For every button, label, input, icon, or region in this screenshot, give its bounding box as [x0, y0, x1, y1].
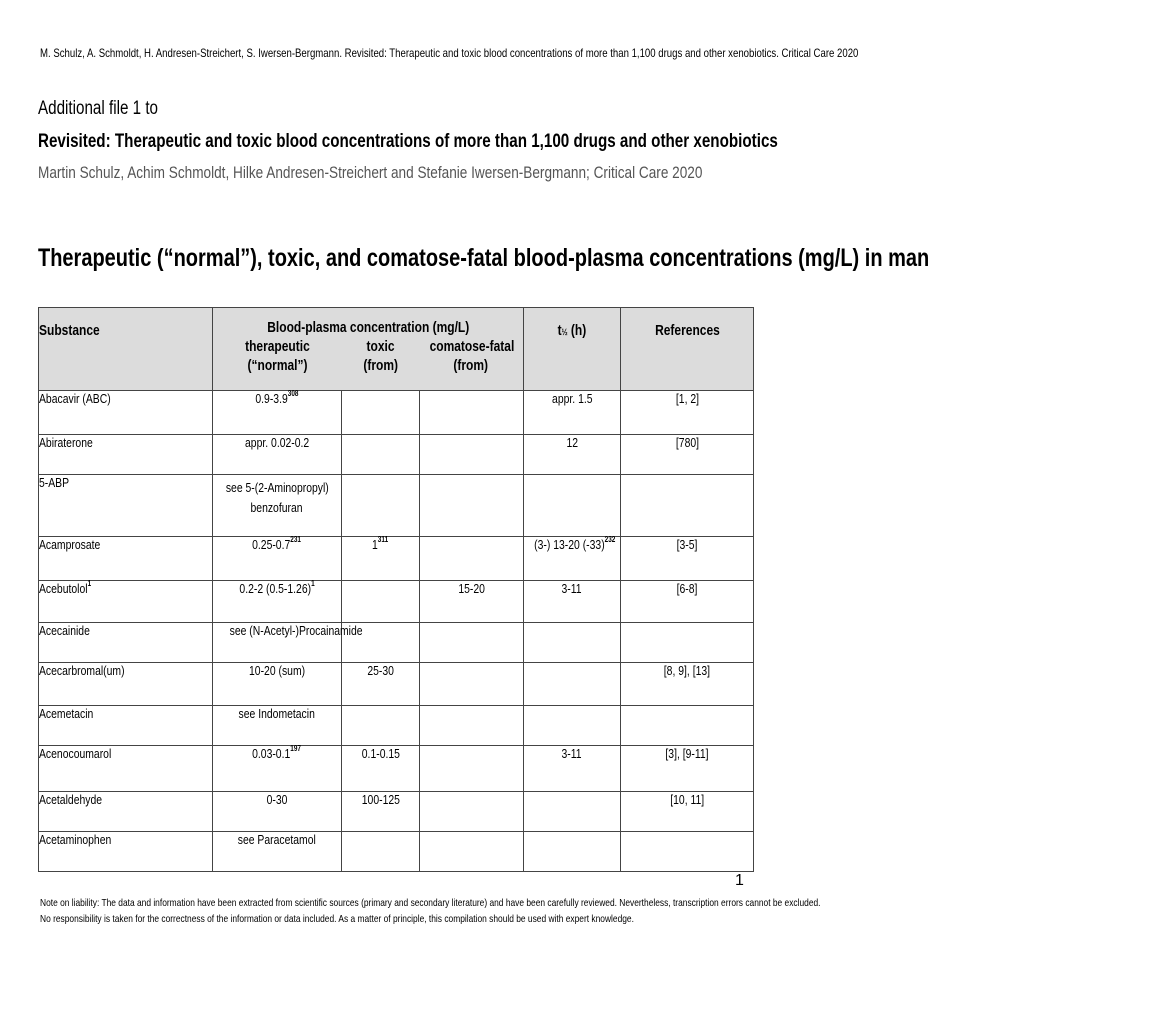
- table-row: [39, 623, 754, 663]
- half-life-cell: [524, 663, 621, 706]
- references-cell: [621, 832, 754, 872]
- references-cell: [621, 623, 754, 663]
- therapeutic-cell: $0.9-3.9^{308}$: [213, 391, 342, 435]
- page-number: 1: [735, 872, 744, 889]
- references-cell: [6-8]: [621, 581, 754, 623]
- half-life-cell: (3-) 13-20 $(-33)^{232}$: [524, 537, 621, 581]
- toxic-cell: [342, 475, 420, 537]
- substance-cell: Abiraterone: [39, 435, 213, 475]
- table-header-row: [39, 308, 754, 391]
- table-body: [39, 391, 754, 872]
- substance-cell: Abacavir (ABC): [39, 391, 213, 435]
- citation-header: [40, 46, 910, 60]
- references-cell: [621, 475, 754, 537]
- substance-cell: Acenocoumarol: [39, 746, 213, 792]
- references-cell: [3-5]: [621, 537, 754, 581]
- toxic-cell: $1^{311}$: [342, 537, 420, 581]
- half-life-cell: [524, 623, 621, 663]
- comatose-fatal-cell: [420, 746, 524, 792]
- header-therapeutic: therapeutic (“normal”): [244, 338, 310, 374]
- therapeutic-cell: see Indometacin: [213, 706, 342, 746]
- half-life-cell: 3-11: [524, 581, 621, 623]
- comatose-fatal-cell: [420, 792, 524, 832]
- toxic-cell: [342, 581, 420, 623]
- toxic-cell: [342, 706, 420, 746]
- substance-cell: Acetaminophen: [39, 832, 213, 872]
- half-life-cell: appr. 1.5: [524, 391, 621, 435]
- comatose-fatal-cell: [420, 391, 524, 435]
- half-life-cell: 3-11: [524, 746, 621, 792]
- therapeutic-cell: 10-20 (sum): [213, 663, 342, 706]
- header-half-life: t½ (h): [524, 308, 621, 391]
- header-comatose-fatal: comatose-fatal (from): [429, 338, 515, 374]
- toxic-cell: [342, 391, 420, 435]
- table-row: [39, 581, 754, 623]
- references-cell: [3], [9-11]: [621, 746, 754, 792]
- header-blood-plasma: Blood-plasma concentration (mg/L) therapeutic (“normal”) toxic (from) comatose-fatal (from): [213, 308, 524, 391]
- table-row: [39, 537, 754, 581]
- citation-text: M. Schulz, A. Schmoldt, H. Andresen-Streichert, S. Iwersen-Bergmann. Revisited: Therapeutic and toxic blood concentrations of more than 1,100 drugs and other xenobiotics. Critical Care 2020: [40, 46, 859, 60]
- references-cell: [8, 9], [13]: [621, 663, 754, 706]
- concentration-table: [38, 307, 754, 872]
- half-life-cell: [524, 706, 621, 746]
- comatose-fatal-cell: [420, 537, 524, 581]
- toxic-cell: 0.1-0.15: [342, 746, 420, 792]
- substance-cell: Acecarbromal(um): [39, 663, 213, 706]
- half-life-cell: [524, 832, 621, 872]
- therapeutic-cell: $0.25-0.7^{231}$: [213, 537, 342, 581]
- header-toxic: toxic (from): [362, 338, 398, 374]
- substance-cell: Acamprosate: [39, 537, 213, 581]
- comatose-fatal-cell: 15-20: [420, 581, 524, 623]
- table-row: [39, 475, 754, 537]
- therapeutic-cell: appr. 0.02-0.2: [213, 435, 342, 475]
- therapeutic-cell: $0.03-0.1^{197}$: [213, 746, 342, 792]
- therapeutic-cell: see Paracetamol: [213, 832, 342, 872]
- table-row: [39, 435, 754, 475]
- therapeutic-cell: see (N-Acetyl-)Procainamide: [213, 623, 342, 663]
- toxic-cell: 100-125: [342, 792, 420, 832]
- references-cell: [621, 706, 754, 746]
- table-row: [39, 391, 754, 435]
- liability-note: [40, 895, 940, 927]
- therapeutic-cell: 0.2-2 $(0.5-1.26)^1$: [213, 581, 342, 623]
- authors-text: Martin Schulz, Achim Schmoldt, Hilke Andresen-Streichert and Stefanie Iwersen-Bergmann; Critical Care 2020: [38, 163, 703, 182]
- document-title-text: Revisited: Therapeutic and toxic blood concentrations of more than 1,100 drugs and other xenobiotics: [38, 131, 778, 152]
- authors-line: [38, 163, 869, 183]
- table-row: [39, 663, 754, 706]
- additional-file-label: [38, 98, 188, 120]
- note-line-2: No responsibility is taken for the correctness of the information or data included. As a matter of principle, this compilation should be used with expert knowledge.: [40, 913, 634, 925]
- half-life-cell: [524, 792, 621, 832]
- note-line-1: Note on liability: The data and information have been extracted from scientific sources (primary and secondary literature) and have been carefully reviewed. Nevertheless, transcription errors cannot be excluded.: [40, 897, 821, 909]
- substance-cell: Acecainide: [39, 623, 213, 663]
- header-references: References: [621, 308, 754, 391]
- comatose-fatal-cell: [420, 623, 524, 663]
- half-life-cell: 12: [524, 435, 621, 475]
- references-cell: [780]: [621, 435, 754, 475]
- comatose-fatal-cell: [420, 435, 524, 475]
- table-row: [39, 792, 754, 832]
- comatose-fatal-cell: [420, 832, 524, 872]
- references-cell: [1, 2]: [621, 391, 754, 435]
- comatose-fatal-cell: [420, 663, 524, 706]
- header-substance: Substance: [39, 308, 213, 391]
- table-row: [39, 746, 754, 792]
- substance-cell: Acebutolol$^1$: [39, 581, 213, 623]
- additional-file-text: Additional file 1 to: [38, 98, 158, 119]
- substance-cell: Acemetacin: [39, 706, 213, 746]
- therapeutic-cell: see 5-(2-Aminopropyl) benzofuran: [213, 475, 342, 537]
- section-title-text: Therapeutic (“normal”), toxic, and comatose-fatal blood-plasma concentrations (mg/L) in man: [38, 244, 930, 272]
- substance-cell: 5-ABP: [39, 475, 213, 537]
- document-title: [38, 131, 963, 153]
- references-cell: [10, 11]: [621, 792, 754, 832]
- comatose-fatal-cell: [420, 475, 524, 537]
- toxic-cell: 25-30: [342, 663, 420, 706]
- toxic-cell: [342, 435, 420, 475]
- substance-cell: Acetaldehyde: [39, 792, 213, 832]
- comatose-fatal-cell: [420, 706, 524, 746]
- table-row: [39, 706, 754, 746]
- table-row: [39, 832, 754, 872]
- therapeutic-cell: 0-30: [213, 792, 342, 832]
- section-title: [38, 244, 1152, 273]
- toxic-cell: [342, 832, 420, 872]
- half-life-cell: [524, 475, 621, 537]
